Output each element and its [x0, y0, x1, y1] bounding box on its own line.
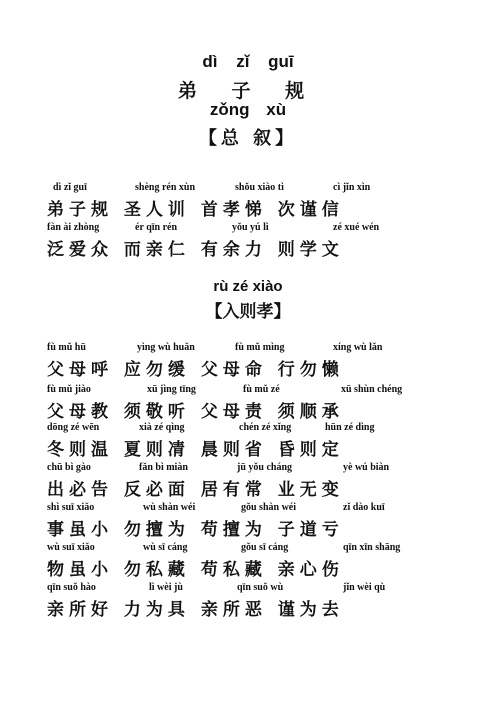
chars-row: 亲所好 力为具 亲所恶 谨为去	[47, 600, 344, 620]
chars-row: 冬则温 夏则凊 晨则省 昏则定	[47, 440, 344, 460]
pinyin-row	[47, 182, 457, 196]
pinyin-phrase: gǒu sī cáng	[241, 542, 289, 553]
verse-line-7	[47, 582, 457, 620]
pinyin-phrase: chū bì gào	[47, 462, 91, 473]
pinyin-phrase: wù suī xiǎo	[47, 542, 95, 553]
pinyin-phrase: fù mǔ hū	[47, 342, 86, 353]
pinyin-phrase: shèng rén xùn	[135, 182, 196, 193]
pinyin-phrase: zǐ dào kuī	[343, 502, 385, 513]
intro-line-1	[47, 182, 457, 220]
pinyin-phrase: jū yǒu cháng	[237, 462, 293, 473]
pinyin-phrase: fǎn bì miàn	[139, 462, 188, 473]
pinyin-phrase: xū shùn chéng	[341, 384, 403, 395]
pinyin-phrase: xíng wù lǎn	[333, 342, 383, 353]
pinyin-row	[47, 502, 457, 516]
pinyin-phrase: qīn xīn shāng	[343, 542, 401, 553]
chars-row: 弟子规 圣人训 首孝悌 次谨信	[47, 200, 344, 220]
pinyin-phrase: ér qīn rén	[135, 222, 178, 233]
verse-line-6	[47, 542, 457, 580]
pinyin-phrase: fù mǔ zé	[243, 384, 280, 395]
chars-row: 事虽小 勿擅为 苟擅为 子道亏	[47, 520, 344, 540]
pinyin-phrase: lì wèi jù	[149, 582, 183, 593]
pinyin-phrase: jǐn wèi qù	[343, 582, 386, 593]
pinyin-phrase: fù mǔ jiào	[47, 384, 91, 395]
pinyin-row	[47, 542, 457, 556]
pinyin-phrase: chén zé xǐng	[239, 422, 292, 433]
pinyin-row	[47, 462, 457, 476]
chars-row: 泛爱众 而亲仁 有余力 则学文	[47, 240, 344, 260]
pinyin-phrase: wù sī cáng	[143, 542, 188, 553]
intro-line-2	[47, 222, 457, 260]
pinyin-phrase: wù shàn wéi	[143, 502, 196, 513]
pinyin-phrase: dì zǐ guī	[53, 182, 87, 193]
chars-row: 父母教 须敬听 父母责 须顺承	[47, 402, 344, 422]
pinyin-phrase: xū jìng tīng	[147, 384, 196, 395]
pinyin-phrase: gǒu shàn wéi	[241, 502, 297, 513]
pinyin-row	[47, 342, 457, 356]
pinyin-phrase: xià zé qìng	[139, 422, 185, 433]
pinyin-phrase: shì suī xiǎo	[47, 502, 95, 513]
verse-line-2	[47, 384, 457, 422]
subtitle-chars: 【总 叙】	[198, 128, 298, 149]
pinyin-phrase: dōng zé wēn	[47, 422, 100, 433]
title-chars: 弟 子 规	[177, 80, 319, 102]
pinyin-phrase: yìng wù huǎn	[137, 342, 195, 353]
verse-line-4	[47, 462, 457, 500]
pinyin-row	[47, 384, 457, 398]
pinyin-phrase: shǒu xiào tì	[235, 182, 284, 193]
pinyin-phrase: qīn suǒ wù	[237, 582, 284, 593]
pinyin-phrase: yǒu yú lì	[232, 222, 269, 233]
verse-line-1	[47, 342, 457, 380]
pinyin-phrase: cì jǐn xìn	[333, 182, 371, 193]
pinyin-row	[47, 582, 457, 596]
verse-line-3	[47, 422, 457, 460]
verse-line-5	[47, 502, 457, 540]
title-pinyin: dì zǐ guī	[202, 52, 294, 71]
chars-row: 父母呼 应勿缓 父母命 行勿懒	[47, 360, 344, 380]
pinyin-phrase: hūn zé dìng	[325, 422, 375, 433]
pinyin-row	[47, 422, 457, 436]
pinyin-phrase: qīn suǒ hào	[47, 582, 96, 593]
chars-row: 物虽小 勿私藏 苟私藏 亲心伤	[47, 560, 344, 580]
pinyin-phrase: fù mǔ mìng	[235, 342, 285, 353]
pinyin-row	[47, 222, 457, 236]
pinyin-phrase: fàn ài zhòng	[47, 222, 100, 233]
section-chars: 【入则孝】	[205, 302, 291, 322]
pinyin-phrase: yè wú biàn	[343, 462, 390, 473]
subtitle-pinyin: zǒng xù	[209, 100, 287, 119]
chars-row: 出必告 反必面 居有常 业无变	[47, 480, 344, 500]
section-pinyin: rù zé xiào	[213, 278, 283, 295]
pinyin-phrase: zé xué wén	[333, 222, 380, 233]
